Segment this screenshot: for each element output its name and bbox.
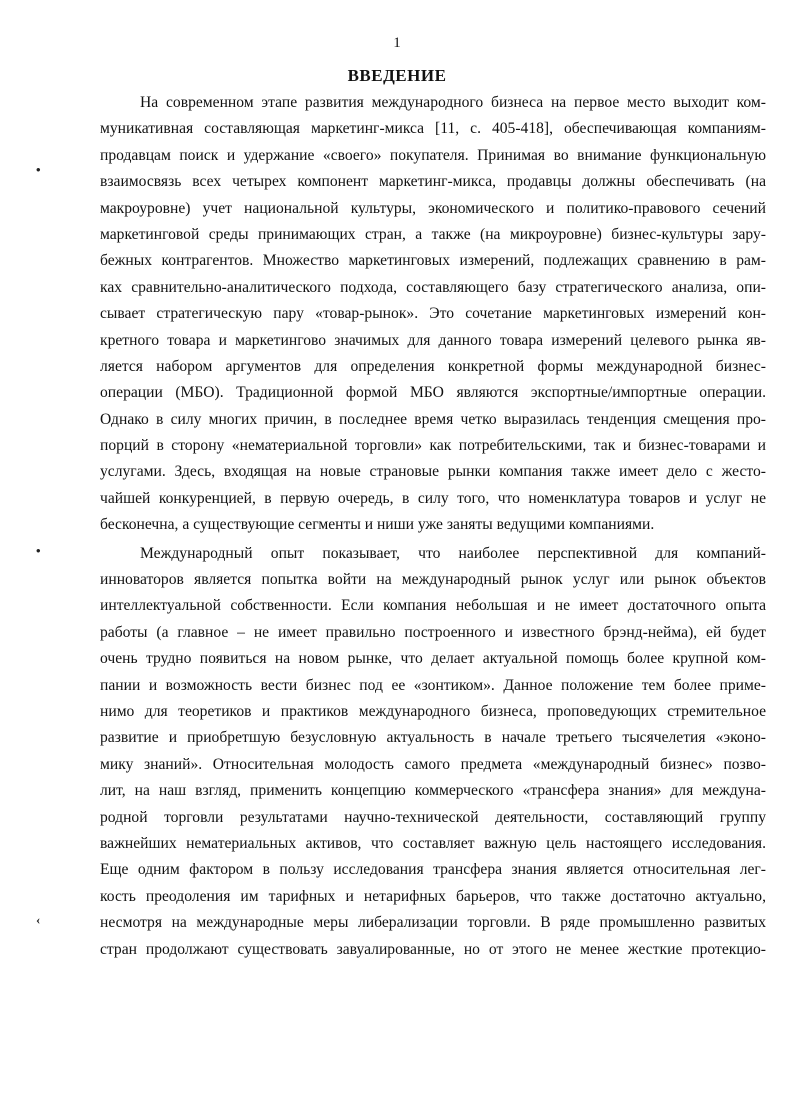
text-line: макроуровне) учет национальной культуры, экономического и политико-правового сечений [100,199,766,217]
body-text [100,90,766,963]
text-line: очень трудно появиться на новом рынке, что делает актуальной помощь более крупной ком- [100,650,766,668]
text-line: ляется набором аргументов для определения конкретной формы международной бизнес- [100,357,766,375]
text-line: пании и возможность вести бизнес под ее «зонтиком». Данное положение тем более приме- [100,676,766,694]
text-line: муникативная составляющая маркетинг-микса [11, с. 405-418], обеспечивающая компаниям- [100,120,766,138]
page-title: ВВЕДЕНИЕ [347,66,447,85]
page-number: 1 [393,35,401,51]
text-line: лит, на наш взгляд, применить концепцию коммерческого «трансфера знания» для междуна- [100,782,766,800]
text-line: бежных контрагентов. Множество маркетинговых измерений, подлежащих сравнению в рам- [100,252,766,270]
text-line: чайшей конкуренцией, в первую очередь, в силу того, что номенклатура товаров и услуг не [100,489,766,507]
text-line: работы (а главное – не имеет правильно построенного и известного брэнд-нейма), ей будет [100,623,766,641]
text-line: важнейших нематериальных активов, что составляет важную цель настоящего исследования. [100,834,766,852]
text-line: Еще одним фактором в пользу исследования трансфера знания является относительная лег- [100,861,766,879]
text-line: родной торговли результатами научно-технической деятельности, составляющий группу [100,808,766,826]
text-line: бесконечна, а существующие сегменты и ниши уже заняты ведущими компаниями. [100,516,655,534]
text-line: порций в сторону «нематериальной торговли» как потребительскими, так и бизнес-товарами и [100,437,766,455]
margin-mark: ‹ [36,912,41,927]
text-line: развитие и приобретшую безусловную актуальность в начале третьего тысячелетия «эконо- [100,729,766,747]
text-line: несмотря на международные меры либерализации торговли. В ряде промышленно развитых [100,914,766,932]
margin-mark: • [36,162,41,177]
text-line: На современном этапе развития международного бизнеса на первое место выходит ком- [140,94,766,111]
text-line: маркетинговой среды принимающих стран, а также (на микроуровне) бизнес-культуры зару- [100,225,766,243]
text-line: Однако в силу многих причин, в последнее время четко выразилась тенденция смещения про- [100,410,766,428]
text-line: инноваторов является попытка войти на международный рынок услуг или рынок объектов [100,571,766,589]
paragraph-1 [100,90,766,539]
text-line: услугами. Здесь, входящая на новые страновые рынки компания также имеет дело с жесто- [100,463,766,481]
text-line: Международный опыт показывает, что наиболее перспективной для компаний- [140,544,766,562]
text-line: продавцам поиск и удержание «своего» покупателя. Принимая во внимание функциональную [100,146,766,164]
text-line: взаимосвязь всех четырех компонент маркетинг-микса, продавцы должны обеспечивать (на [100,173,766,191]
text-line: кретного товара и маркетингово значимых для данного товара измерений целевого рынка яв- [100,331,766,349]
text-line: нимо для теоретиков и практиков международного бизнеса, проповедующих стремительное [100,702,766,720]
text-line: интеллектуальной собственности. Если компания небольшая и не имеет достаточного опыта [100,597,766,615]
text-line: операции (МБО). Традиционной формой МБО являются экспортные/импортные операции. [100,384,766,402]
text-line: мику знаний». Относительная молодость самого предмета «международный бизнес» позво- [100,755,766,773]
text-line: кость преодоления им тарифных и нетарифных барьеров, что также достаточно актуально, [100,887,766,905]
margin-mark: • [36,543,41,558]
text-line: стран продолжают существовать завуалированные, но от этого не менее жесткие протекцио- [100,940,766,958]
paragraph-2 [100,541,766,963]
text-line: ках сравнительно-аналитического подхода, составляющего базу стратегического анализа, опи- [100,278,766,296]
text-line: сывает стратегическую пару «товар-рынок». Это сочетание маркетинговых измерений кон- [100,305,766,323]
